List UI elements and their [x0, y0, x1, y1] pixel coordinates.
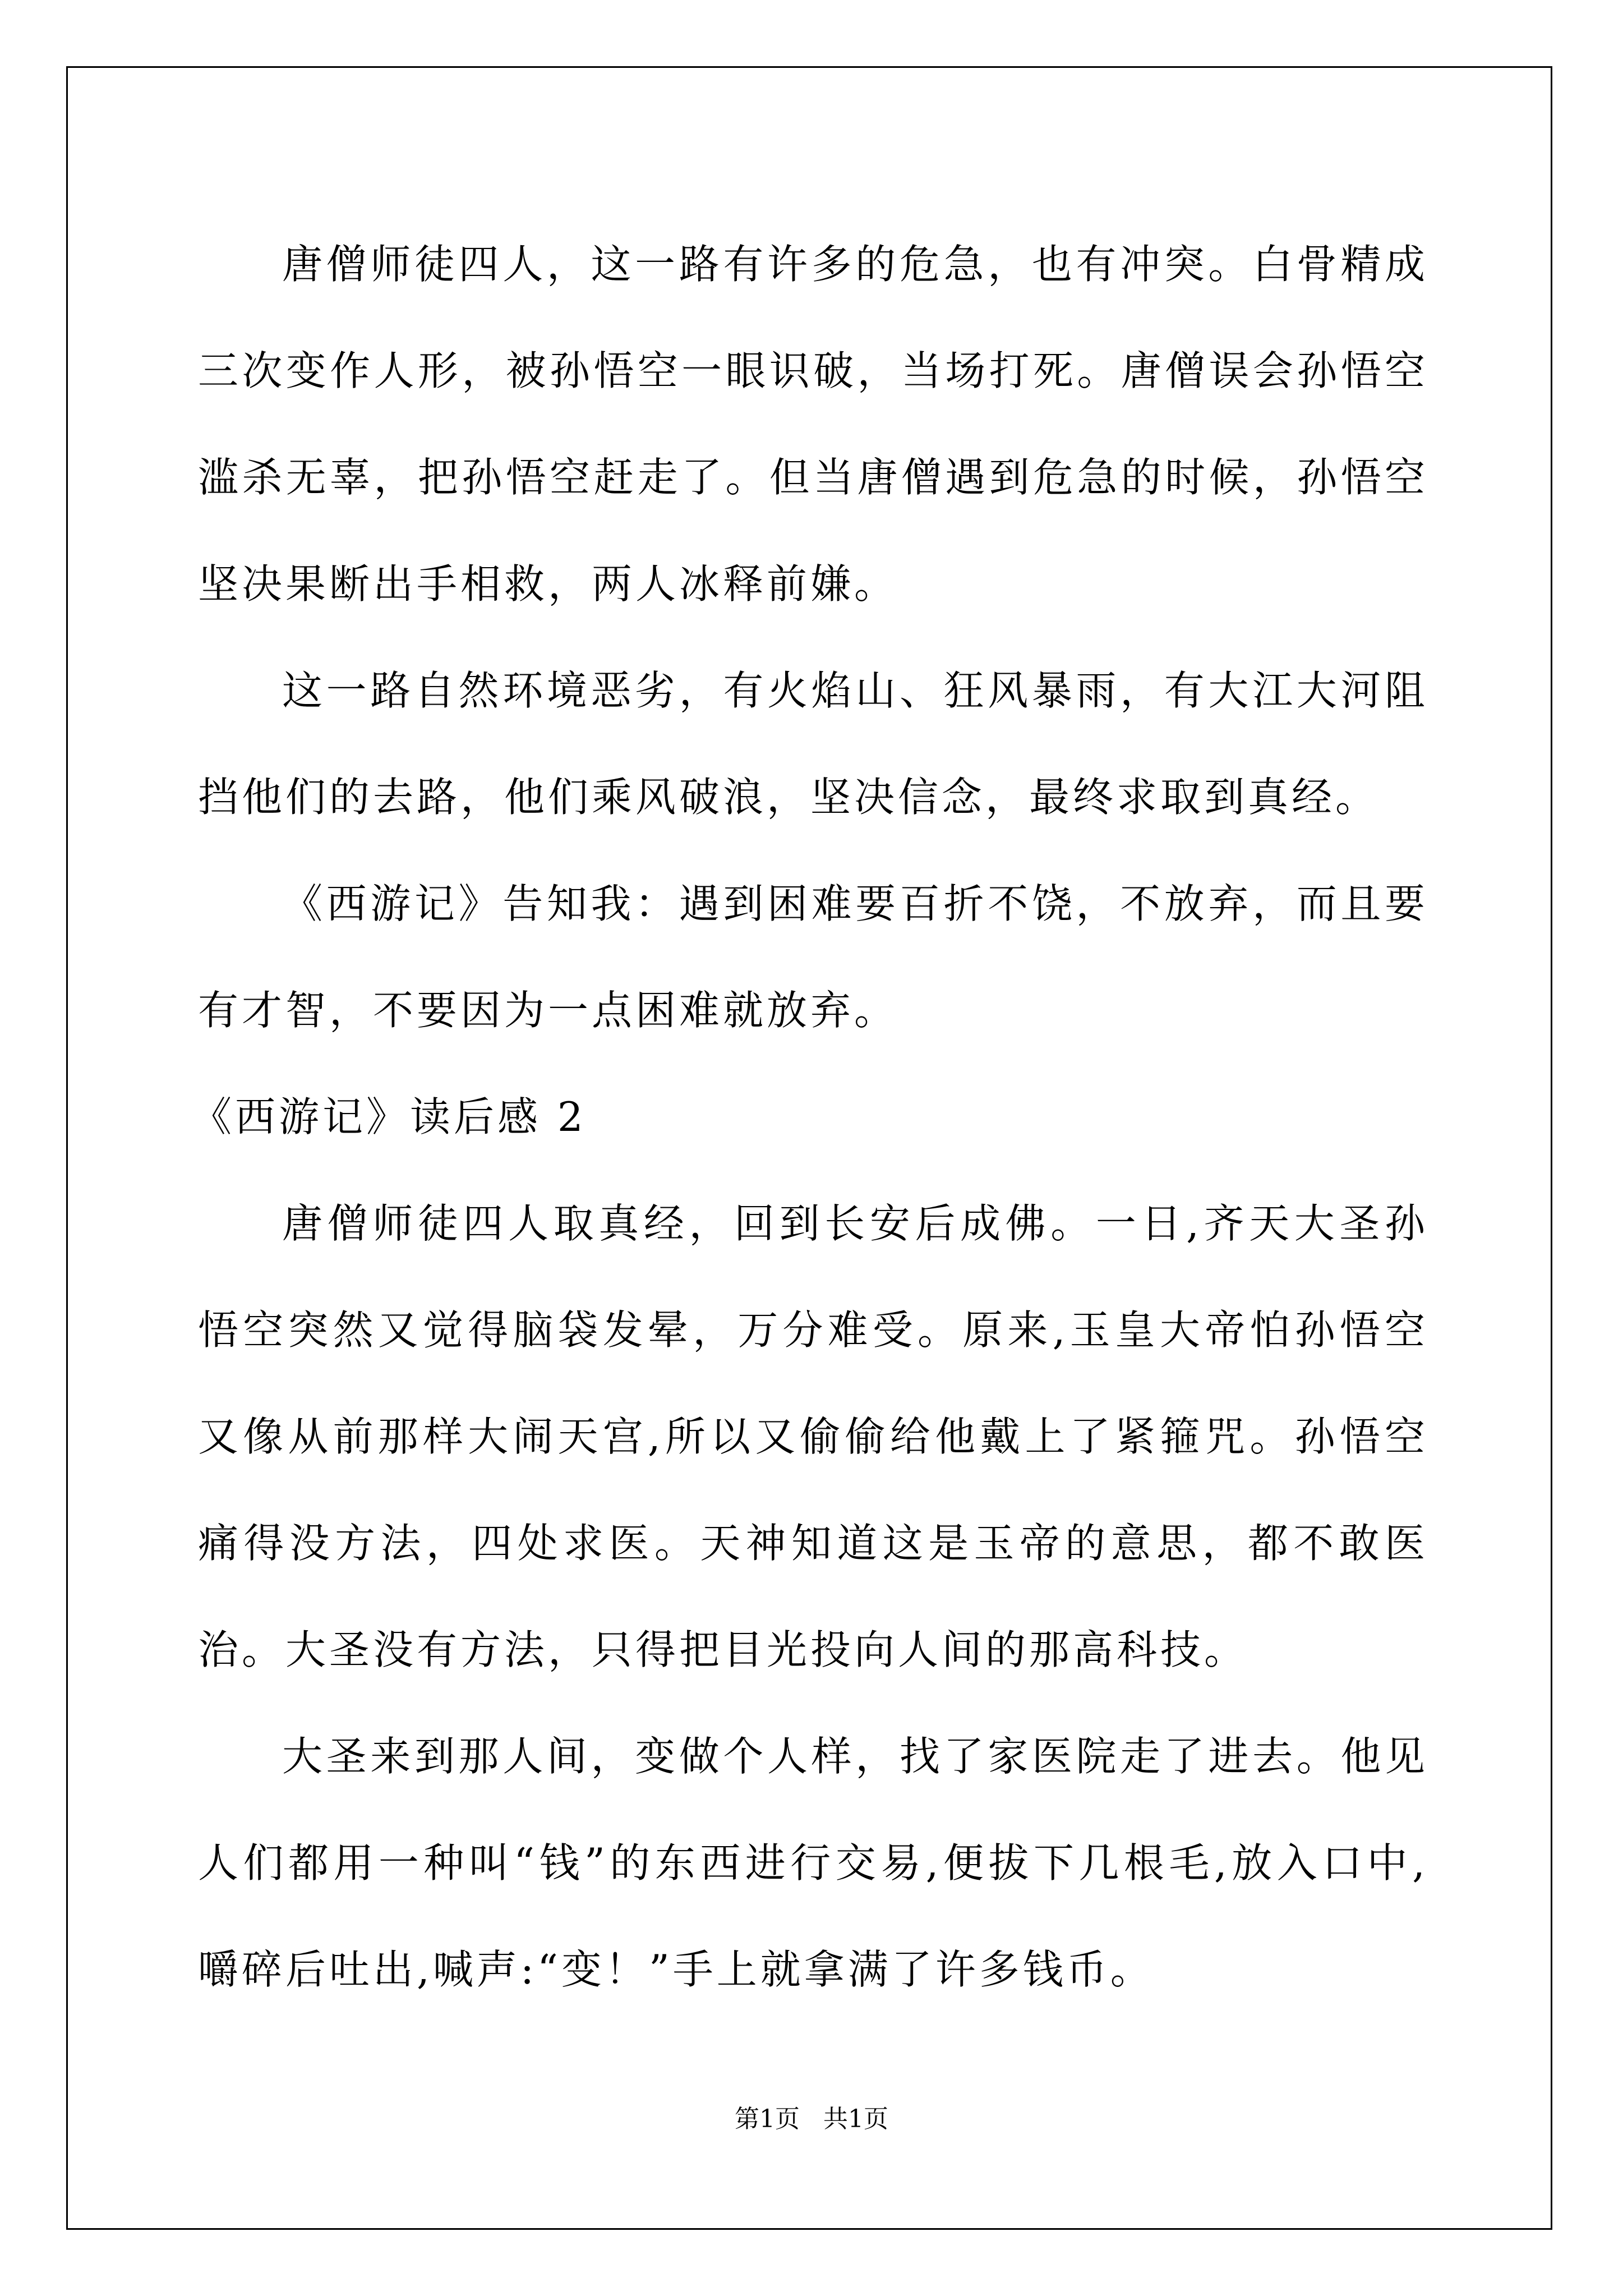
paragraph: 唐僧师徒四人，这一路有许多的危急，也有冲突。白骨精成三次变作人形，被孙悟空一眼识破，当场打死。唐僧误会孙悟空滥杀无辜，把孙悟空赶走了。但当唐僧遇到危急的时候，孙悟空坚决果断出手相救，两人冰释前嫌。 — [198, 241, 1428, 608]
paragraph: 《西游记》告知我：遇到困难要百折不饶，不放弃，而且要有才智，不要因为一点困难就放弃。 — [198, 880, 1428, 1034]
section-title: 《西游记》读后感 2 — [191, 1093, 587, 1140]
document-body — [191, 211, 1428, 2023]
page-number-footer: 第1页 共1页 — [735, 2105, 888, 2133]
paragraph: 唐僧师徒四人取真经，回到长安后成佛。一日,齐天大圣孙悟空突然又觉得脑袋发晕，万分难受。原来,玉皇大帝怕孙悟空又像从前那样大闹天宫,所以又偷偷给他戴上了紧箍咒。孙悟空痛得没方法，四处求医。天神知道这是玉帝的意思，都不敢医治。大圣没有方法，只得把目光投向人间的那高科技。 — [198, 1200, 1428, 1673]
paragraph: 大圣来到那人间，变做个人样，找了家医院走了进去。他见人们都用一种叫“钱”的东西进行交易,便拔下几根毛,放入口中,嚼碎后吐出,喊声:“变！”手上就拿满了许多钱币。 — [198, 1733, 1428, 1993]
paragraph: 这一路自然环境恶劣，有火焰山、狂风暴雨，有大江大河阻挡他们的去路，他们乘风破浪，坚决信念，最终求取到真经。 — [198, 667, 1428, 821]
